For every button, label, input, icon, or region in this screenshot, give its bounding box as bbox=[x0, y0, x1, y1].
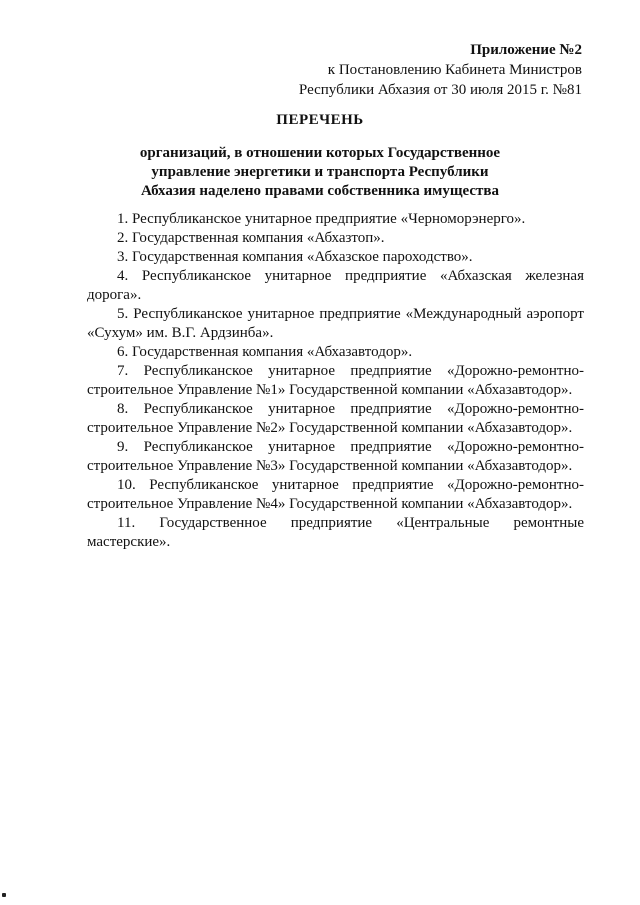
list-item: 2. Государственная компания «Абхазтоп». bbox=[117, 230, 385, 246]
list-item: 9. Республиканское унитарное предприятие «Дорожно-ремонтно-строительное Управление №3» Государственной компании «Абхазавтодор». bbox=[87, 439, 584, 474]
scan-artifact bbox=[2, 893, 6, 897]
document-subtitle bbox=[0, 144, 640, 201]
document-title: ПЕРЕЧЕНЬ bbox=[276, 112, 364, 128]
list-item: 4. Республиканское унитарное предприятие «Абхазская железная дорога». bbox=[87, 268, 584, 303]
list-item: 6. Государственная компания «Абхазавтодор». bbox=[117, 344, 413, 360]
list-item: 10. Республиканское унитарное предприятие «Дорожно-ремонтно-строительное Управление №4» Государственной компании «Абхазавтодор». bbox=[87, 477, 584, 512]
list-item: 3. Государственная компания «Абхазское пароходство». bbox=[117, 249, 473, 265]
appendix-header bbox=[299, 40, 582, 100]
list-item: 7. Республиканское унитарное предприятие «Дорожно-ремонтно-строительное Управление №1» Государственной компании «Абхазавтодор». bbox=[87, 363, 584, 398]
appendix-reference: к Постановлению Кабинета Министров bbox=[327, 62, 582, 78]
subtitle-line: управление энергетики и транспорта Республики bbox=[151, 164, 489, 180]
appendix-date: Республики Абхазия от 30 июля 2015 г. №81 bbox=[298, 82, 582, 98]
list-item: 8. Республиканское унитарное предприятие «Дорожно-ремонтно-строительное Управление №2» Государственной компании «Абхазавтодор». bbox=[87, 401, 584, 436]
list-item: 5. Республиканское унитарное предприятие «Международный аэропорт «Сухум» им. В.Г. Ардзинба». bbox=[87, 306, 584, 341]
list-item: 11. Государственное предприятие «Центральные ремонтные мастерские». bbox=[87, 515, 584, 550]
subtitle-line: Абхазия наделено правами собственника имущества bbox=[141, 183, 499, 199]
subtitle-line: организаций, в отношении которых Государственное bbox=[139, 145, 501, 161]
list-item: 1. Республиканское унитарное предприятие «Черноморэнерго». bbox=[117, 211, 526, 227]
appendix-number: Приложение №2 bbox=[470, 42, 582, 58]
organizations-list bbox=[87, 210, 584, 552]
